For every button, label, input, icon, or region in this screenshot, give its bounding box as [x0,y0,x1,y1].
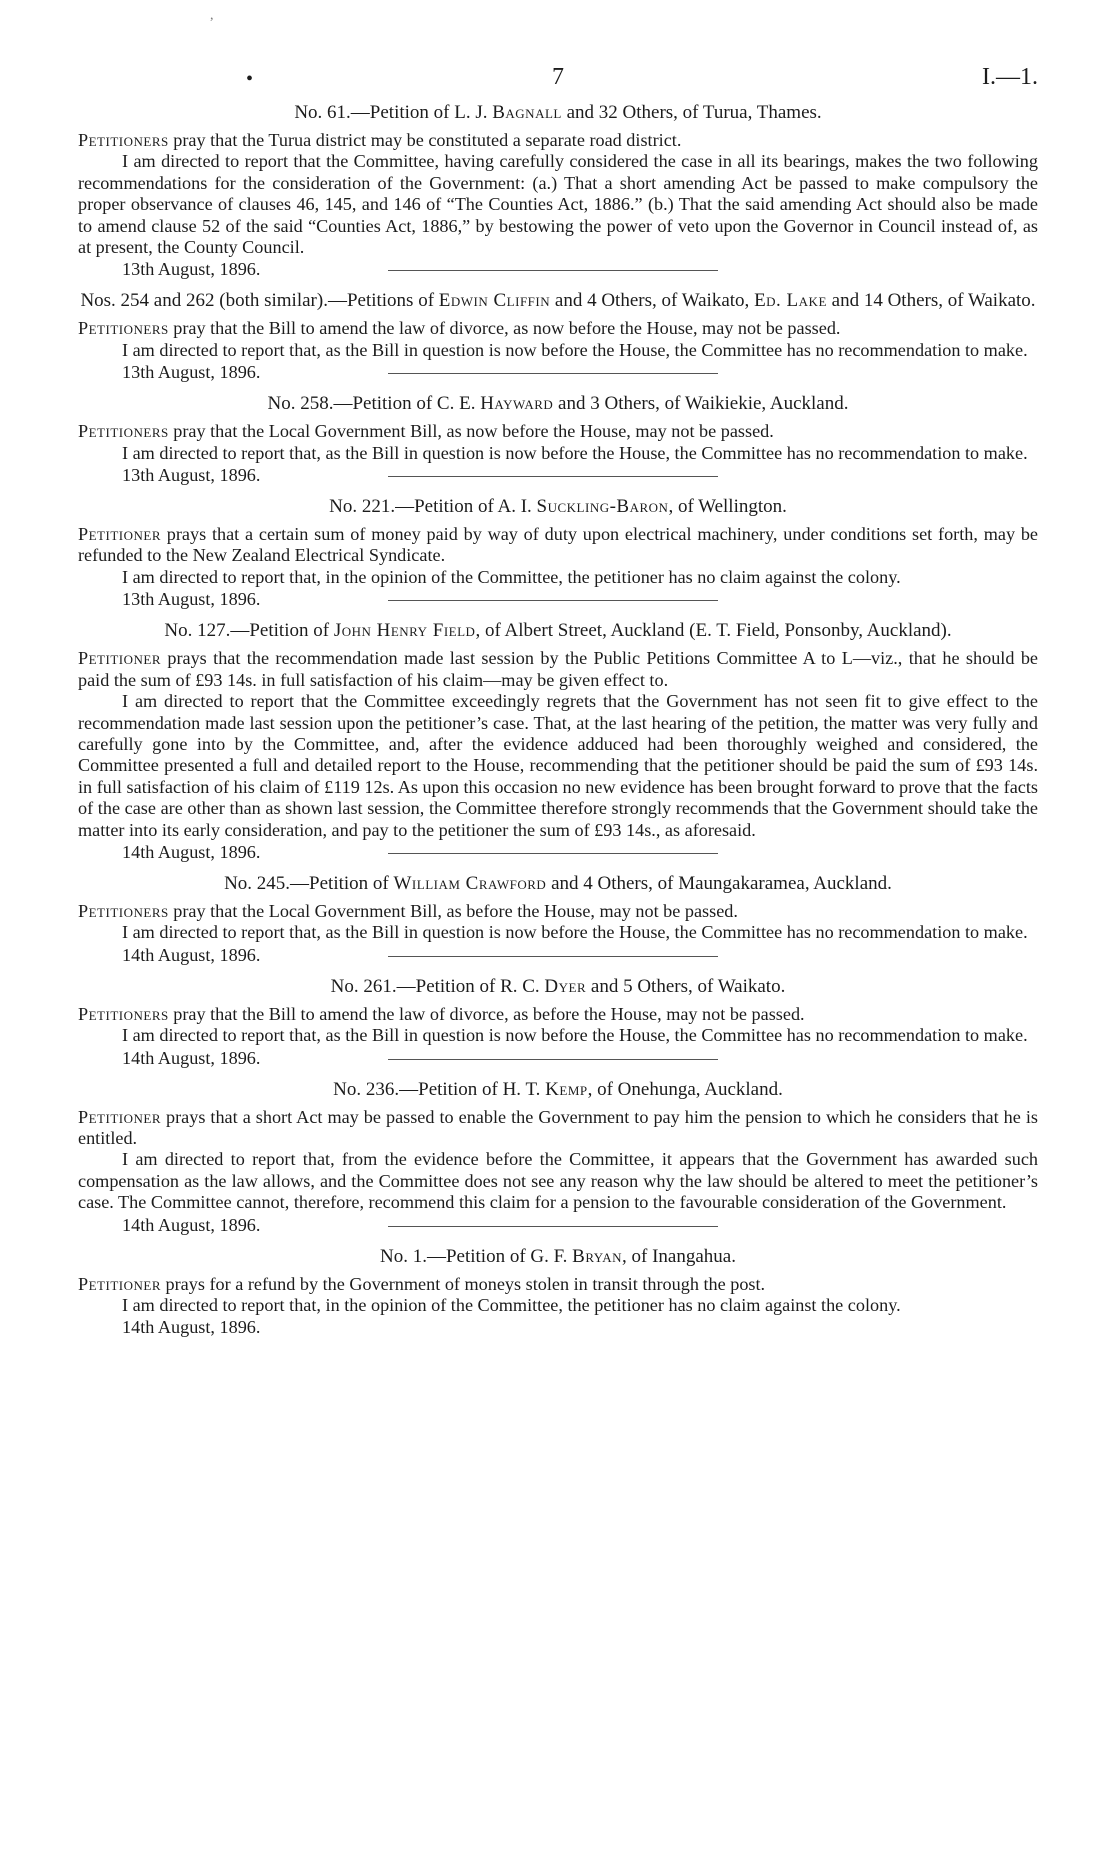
text-run: I am directed to report that, as the Bill in question is now before the House, the Committee has no recommendation to make. [122,442,1028,463]
text-run: , of Albert Street, Auckland (E. T. Field, Ponsonby, Auckland). [475,620,952,642]
text-run: No. 245.—Petition of [224,872,394,894]
small-caps-name: Petitioners [78,900,169,921]
committee-report [78,567,1038,588]
petition-title [78,1246,1038,1268]
report-date: 13th August, 1896. [122,259,261,280]
small-caps-name: Petitioner [78,648,161,669]
section-divider [388,373,718,374]
text-run: and 14 Others, of Waikato. [826,290,1036,312]
text-run: pray that the Local Government Bill, as before the House, may not be passed. [168,900,738,921]
small-caps-name: Petitioners [78,130,169,150]
text-run: I am directed to report that, in the opinion of the Committee, the petitioner has no claim against the colony. [122,566,901,587]
committee-report [78,151,1038,258]
section-divider [388,1226,718,1227]
petition-prayer [78,318,1038,339]
petition-title [78,976,1038,998]
petition-section [78,1079,1038,1236]
small-caps-name: Hayward [480,393,554,415]
petition-prayer [78,421,1038,442]
small-caps-name: Petitioner [78,1106,161,1127]
text-run: pray that the Bill to amend the law of divorce, as now before the House, may not be passed. [168,318,841,339]
petition-section [78,290,1038,383]
petition-title [78,102,1038,124]
petition-prayer [78,524,1038,567]
text-run: and 4 Others, of Maungakaramea, Auckland. [546,872,892,894]
small-caps-name: Petitioners [78,318,169,339]
report-date-row [78,361,1038,383]
text-run: and 32 Others, of Turua, Thames. [561,102,822,123]
section-divider [388,853,718,854]
text-run: prays that a short Act may be passed to enable the Government to pay him the pension to which he considers that he is entitled. [78,1106,1038,1148]
report-date: 14th August, 1896. [122,1214,261,1235]
report-date-row [78,464,1038,486]
text-run: and 4 Others, of Waikato, [550,290,755,312]
text-run: I am directed to report that, as the Bill in question is now before the House, the Committee has no recommendation to make. [122,922,1028,943]
report-date: 13th August, 1896. [122,465,261,486]
text-run: I am directed to report that the Committee, having carefully considered the case in all its bearings, makes the two following recommendations for the consideration of the Government: (a.) That a short amending Act be passed to make compulsory the proper observance of clauses 46, 145, and 146 of “The Counties Act, 1886.” (b.) That the said amending Act should also be made to amend clause 52 of the said “Counties Act, 1886,” by bestowing the power of veto upon the Governor in Council instead of, as at present, the County Council. [78,151,1038,258]
committee-report [78,922,1038,943]
text-run: prays for a refund by the Government of moneys stolen in transit through the post. [160,1273,766,1294]
speck-mark: , [210,8,214,23]
report-date-row [78,1047,1038,1069]
text-run: No. 258.—Petition of C. E. [267,393,481,415]
text-run: pray that the Bill to amend the law of divorce, as before the House, may not be passed. [168,1003,805,1024]
petitions-list [78,102,1038,1338]
report-date-row [78,258,1038,280]
petition-prayer [78,901,1038,922]
petition-section [78,620,1038,863]
report-date-row [78,841,1038,863]
document-reference: I.—1. [982,64,1038,90]
text-run: I am directed to report that, from the evidence before the Committee, it appears that the Government has awarded such compensation as the law allows, and the Committee does not see any reason why the law should be altered to meet the petitioner’s case. The Committee cannot, therefore, recommend this claim for a pension to the favourable consideration of the Government. [78,1149,1038,1213]
petition-section [78,1246,1038,1339]
small-caps-name: Kemp [545,1078,588,1100]
text-run: I am directed to report that the Committee exceedingly regrets that the Government has not seen fit to give effect to the recommendation made last session upon the petitioner’s case. That, at the last hearing of the petition, the matter was very fully and carefully gone into by the Committee, and, after the evidence adduced had been thoroughly weighed and considered, the Committee presented a full and detailed report to the House, recommending that the petitioner should be paid the sum of £93 14s. in full satisfaction of his claim of £119 12s. As upon this occasion no new evidence has been brought forward to prove that the facts of the case are other than as shown last session, the Committee therefore strongly recommends that the Government should take the matter into its early consideration, and pay to the petitioner the sum of £93 14s., as aforesaid. [78,691,1038,840]
report-date-row [78,588,1038,610]
report-date: 14th August, 1896. [122,841,261,862]
report-date: 14th August, 1896. [122,944,261,965]
text-run: prays that the recommendation made last session by the Public Petitions Committee A to L—viz., that he should be paid the sum of £93 14s. in full satisfaction of his claim—may be given effect to. [78,648,1038,690]
text-run: I am directed to report that, as the Bill in question is now before the House, the Committee has no recommendation to make. [122,339,1028,360]
section-divider [388,476,718,477]
petition-prayer [78,648,1038,691]
petition-title [78,1079,1038,1101]
section-divider [388,956,718,957]
small-caps-name: William Crawford [393,872,547,894]
petition-section [78,976,1038,1069]
report-date: 14th August, 1896. [122,1047,261,1068]
petition-title [78,393,1038,415]
report-date-row [78,944,1038,966]
text-run: No. 127.—Petition of [164,620,334,642]
committee-report [78,1295,1038,1316]
text-run: pray that the Local Government Bill, as now before the House, may not be passed. [168,421,774,442]
report-date: 13th August, 1896. [122,362,261,383]
text-run: , of Inangahua. [622,1245,736,1267]
text-run: No. 236.—Petition of H. T. [333,1078,546,1100]
petition-prayer [78,1274,1038,1295]
report-date: 14th August, 1896. [122,1317,261,1338]
small-caps-name: John Henry Field [333,620,476,642]
text-run: No. 1.—Petition of G. F. [379,1245,573,1267]
text-run: I am directed to report that, as the Bill in question is now before the House, the Committee has no recommendation to make. [122,1025,1028,1046]
committee-report [78,691,1038,841]
text-run: Nos. 254 and 262 (both similar).—Petitions of [80,290,439,312]
text-run: No. 261.—Petition of R. C. [330,975,545,997]
document-page [78,58,1038,1348]
header-dot: • [246,68,254,90]
text-run: No. 61.—Petition of L. J. [294,102,493,123]
small-caps-name: Petitioners [78,421,169,442]
committee-report [78,1149,1038,1213]
text-run: No. 221.—Petition of A. I. [329,496,537,518]
petition-prayer [78,130,1038,151]
small-caps-name: Bagnall [492,102,562,123]
page-number: 7 [552,64,564,90]
report-date-row [78,1316,1038,1338]
text-run: and 5 Others, of Waikato. [586,975,786,997]
committee-report [78,340,1038,361]
petition-title [78,496,1038,518]
text-run: pray that the Turua district may be constituted a separate road district. [168,130,682,150]
petition-prayer [78,1004,1038,1025]
small-caps-name: Ed. Lake [754,290,827,312]
petition-section [78,873,1038,966]
petition-section [78,496,1038,610]
petition-prayer [78,1107,1038,1150]
small-caps-name: Petitioner [78,1273,161,1294]
section-divider [388,270,718,271]
small-caps-name: Dyer [544,975,587,997]
small-caps-name: Petitioners [78,1003,169,1024]
petition-section [78,393,1038,486]
small-caps-name: Edwin Cliffin [438,290,551,312]
committee-report [78,443,1038,464]
petition-title [78,873,1038,895]
page-header [78,58,1038,102]
text-run: , of Wellington. [668,496,787,518]
report-date: 13th August, 1896. [122,589,261,610]
small-caps-name: Petitioner [78,524,161,545]
small-caps-name: Suckling-Baron [536,496,669,518]
text-run: , of Onehunga, Auckland. [587,1078,783,1100]
section-divider [388,600,718,601]
report-date-row [78,1214,1038,1236]
text-run: and 3 Others, of Waikiekie, Auckland. [553,393,849,415]
text-run: I am directed to report that, in the opinion of the Committee, the petitioner has no claim against the colony. [122,1295,901,1315]
committee-report [78,1025,1038,1046]
text-run: prays that a certain sum of money paid by way of duty upon electrical machinery, under conditions set forth, may be refunded to the New Zealand Electrical Syndicate. [78,524,1038,566]
petition-title [78,290,1038,312]
petition-title [78,620,1038,642]
petition-section [78,102,1038,280]
section-divider [388,1059,718,1060]
small-caps-name: Bryan [572,1245,623,1267]
